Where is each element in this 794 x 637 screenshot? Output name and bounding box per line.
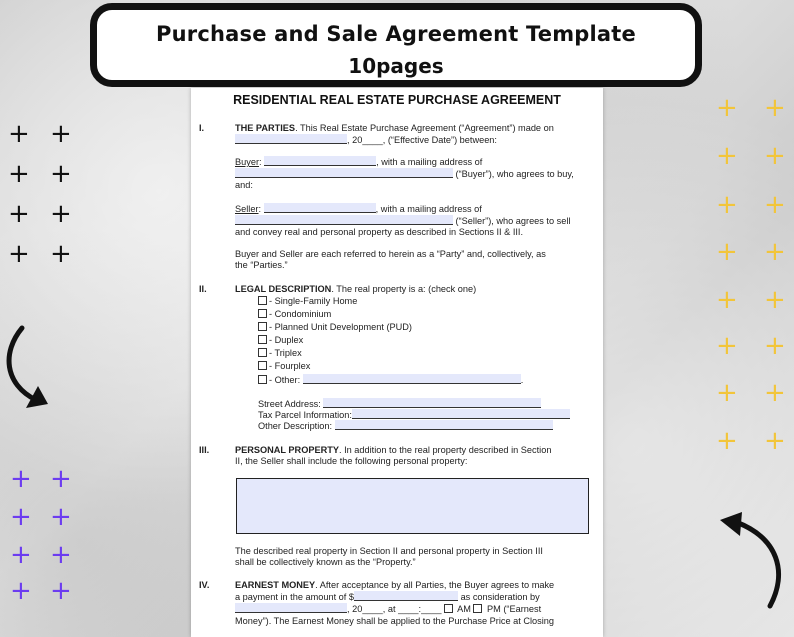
plus-icon: + xyxy=(764,285,786,315)
plus-icon: + xyxy=(50,239,72,269)
plus-icon: + xyxy=(764,141,786,171)
plus-icon: + xyxy=(716,93,738,123)
checkbox-icon[interactable] xyxy=(258,322,267,331)
street-address-row: Street Address: xyxy=(258,398,541,410)
buyer-block: Buyer: , with a mailing address of (“Buyer”), who agrees to buy, and: xyxy=(235,157,574,191)
section-heading: PERSONAL PROPERTY xyxy=(235,445,339,455)
checkbox-icon[interactable] xyxy=(258,375,267,384)
option-single-family[interactable]: - Single-Family Home xyxy=(258,296,357,307)
seller-block: Seller: , with a mailing address of (“Seller”), who agrees to sell and convey real and personal property as described in Sections II & III. xyxy=(235,204,571,238)
banner-title: Purchase and Sale Agreement Template xyxy=(156,22,636,46)
section-legal-description: LEGAL DESCRIPTION. The real property is a: (check one) xyxy=(235,284,477,294)
street-address-field[interactable] xyxy=(323,398,541,408)
parties-definition: Buyer and Seller are each referred to herein as a “Party” and, collectively, as the “Parties.” xyxy=(235,249,546,271)
buyer-label: Buyer xyxy=(235,157,260,167)
plus-icon: + xyxy=(8,199,30,229)
checkbox-icon[interactable] xyxy=(258,335,267,344)
option-condominium[interactable]: - Condominium xyxy=(258,309,331,320)
other-description-row: Other Description: xyxy=(258,420,553,432)
checkbox-icon[interactable] xyxy=(258,309,267,318)
document-title: RESIDENTIAL REAL ESTATE PURCHASE AGREEMENT xyxy=(233,93,561,107)
plus-icon: + xyxy=(764,378,786,408)
plus-icon: + xyxy=(10,540,32,570)
option-duplex[interactable]: - Duplex xyxy=(258,335,303,346)
seller-address-field[interactable] xyxy=(235,215,453,225)
tax-parcel-field[interactable] xyxy=(352,409,570,419)
curved-arrow-left-icon xyxy=(0,322,60,414)
option-pud[interactable]: - Planned Unit Development (PUD) xyxy=(258,322,412,333)
plus-icon: + xyxy=(8,239,30,269)
title-banner xyxy=(90,3,702,87)
plus-icon: + xyxy=(716,426,738,456)
section-earnest-money: EARNEST MONEY. After acceptance by all Parties, the Buyer agrees to make a payment in the amount of $ as consideration by , 20____, at ____:____ AM PM (“Earnest Money”). The Earnest Money shall be applied to the Purchase Price at Closing xyxy=(235,580,555,626)
plus-icon: + xyxy=(10,464,32,494)
plus-icon: + xyxy=(50,576,72,606)
option-fourplex[interactable]: - Fourplex xyxy=(258,361,310,372)
buyer-address-field[interactable] xyxy=(235,168,453,178)
plus-icon: + xyxy=(764,331,786,361)
buyer-name-field[interactable] xyxy=(264,156,376,166)
plus-icon: + xyxy=(50,199,72,229)
checkbox-icon[interactable] xyxy=(258,296,267,305)
seller-label: Seller xyxy=(235,204,259,214)
plus-icon: + xyxy=(10,502,32,532)
plus-icon: + xyxy=(716,141,738,171)
plus-icon: + xyxy=(716,237,738,267)
plus-icon: + xyxy=(50,464,72,494)
tax-parcel-row: Tax Parcel Information: xyxy=(258,409,570,421)
plus-icon: + xyxy=(716,285,738,315)
plus-icon: + xyxy=(50,119,72,149)
other-type-field[interactable] xyxy=(303,374,521,384)
pm-checkbox-icon[interactable] xyxy=(473,604,482,613)
plus-icon: + xyxy=(716,378,738,408)
section-heading: EARNEST MONEY xyxy=(235,580,316,590)
am-checkbox-icon[interactable] xyxy=(444,604,453,613)
checkbox-icon[interactable] xyxy=(258,361,267,370)
seller-name-field[interactable] xyxy=(264,203,376,213)
plus-icon: + xyxy=(764,237,786,267)
banner-subtitle: 10pages xyxy=(348,54,444,78)
plus-icon: + xyxy=(764,426,786,456)
plus-icon: + xyxy=(8,119,30,149)
personal-property-textarea[interactable] xyxy=(236,478,589,534)
plus-icon: + xyxy=(50,159,72,189)
plus-icon: + xyxy=(764,190,786,220)
earnest-date-field[interactable] xyxy=(235,603,347,613)
plus-icon: + xyxy=(10,576,32,606)
other-description-field[interactable] xyxy=(335,420,553,430)
plus-icon: + xyxy=(716,190,738,220)
property-definition: The described real property in Section II and personal property in Section III shall be collectively known as the “Property.” xyxy=(235,546,543,568)
plus-icon: + xyxy=(50,502,72,532)
option-triplex[interactable]: - Triplex xyxy=(258,348,302,359)
date-field[interactable] xyxy=(235,134,347,144)
plus-icon: + xyxy=(50,540,72,570)
plus-icon: + xyxy=(764,93,786,123)
section-number: II. xyxy=(199,284,207,294)
plus-icon: + xyxy=(716,331,738,361)
document-page xyxy=(191,88,603,637)
section-personal-property: PERSONAL PROPERTY. In addition to the real property described in Section II, the Seller shall include the following personal property: xyxy=(235,445,552,467)
section-number: IV. xyxy=(199,580,210,590)
option-other[interactable]: - Other: . xyxy=(258,374,523,386)
section-heading: LEGAL DESCRIPTION xyxy=(235,284,332,294)
section-heading: THE PARTIES xyxy=(235,123,296,133)
section-number: III. xyxy=(199,445,210,455)
earnest-amount-field[interactable] xyxy=(354,591,458,601)
section-number: I. xyxy=(199,123,205,133)
section-parties: THE PARTIES. This Real Estate Purchase Agreement (“Agreement”) made on , 20____, (“Effective Date”) between: xyxy=(235,123,554,146)
checkbox-icon[interactable] xyxy=(258,348,267,357)
curved-arrow-right-icon xyxy=(712,508,794,612)
plus-icon: + xyxy=(8,159,30,189)
